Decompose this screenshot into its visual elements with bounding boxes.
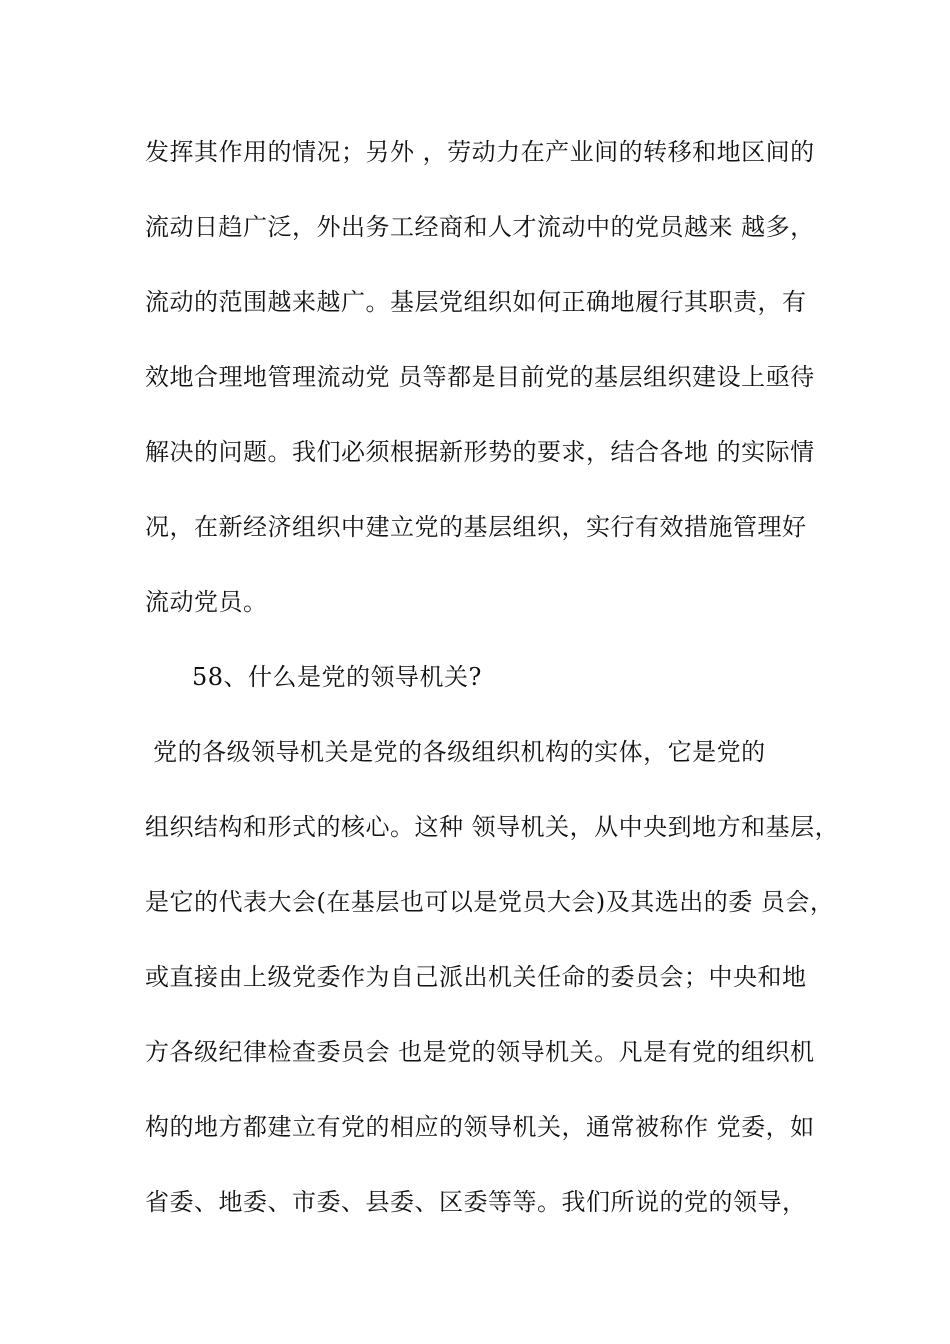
paragraph-1-line-3: 流动的范围越来越广。基层党组织如何正确地履行其职责，有 bbox=[145, 288, 807, 316]
paragraph-2-line-2: 组织结构和形式的核心。这种 领导机关，从中央到地方和基层， bbox=[145, 813, 840, 841]
section-heading: 58、什么是党的领导机关? bbox=[192, 663, 482, 691]
paragraph-1-line-1: 发挥其作用的情况；另外 ，劳动力在产业间的转移和地区间的 bbox=[145, 138, 815, 166]
paragraph-2-line-7: 省委、地委、市委、县委、区委等等。我们所说的党的领导， bbox=[145, 1188, 807, 1216]
paragraph-2-line-5: 方各级纪律检查委员会 也是党的领导机关。凡是有党的组织机 bbox=[145, 1038, 815, 1066]
paragraph-2-line-4: 或直接由上级党委作为自己派出机关任命的委员会；中央和地 bbox=[145, 963, 807, 991]
paragraph-2-line-1: 党的各级领导机关是党的各级组织机构的实体，它是党的 bbox=[145, 738, 766, 766]
paragraph-1-line-5: 解决的问题。我们必须根据新形势的要求，结合各地 的实际情 bbox=[145, 438, 815, 466]
paragraph-1-line-4: 效地合理地管理流动党 员等都是目前党的基层组织建设上亟待 bbox=[145, 363, 815, 391]
paragraph-1-line-7: 流动党员。 bbox=[145, 588, 268, 616]
paragraph-2-line-6: 构的地方都建立有党的相应的领导机关，通常被称作 党委，如 bbox=[145, 1113, 815, 1141]
paragraph-1-line-6: 况，在新经济组织中建立党的基层组织，实行有效措施管理好 bbox=[145, 513, 807, 541]
paragraph-2-line-3: 是它的代表大会(在基层也可以是党员大会)及其选出的委 员会， bbox=[145, 888, 835, 916]
paragraph-1-line-2: 流动日趋广泛，外出务工经商和人才流动中的党员越来 越多， bbox=[145, 213, 815, 241]
